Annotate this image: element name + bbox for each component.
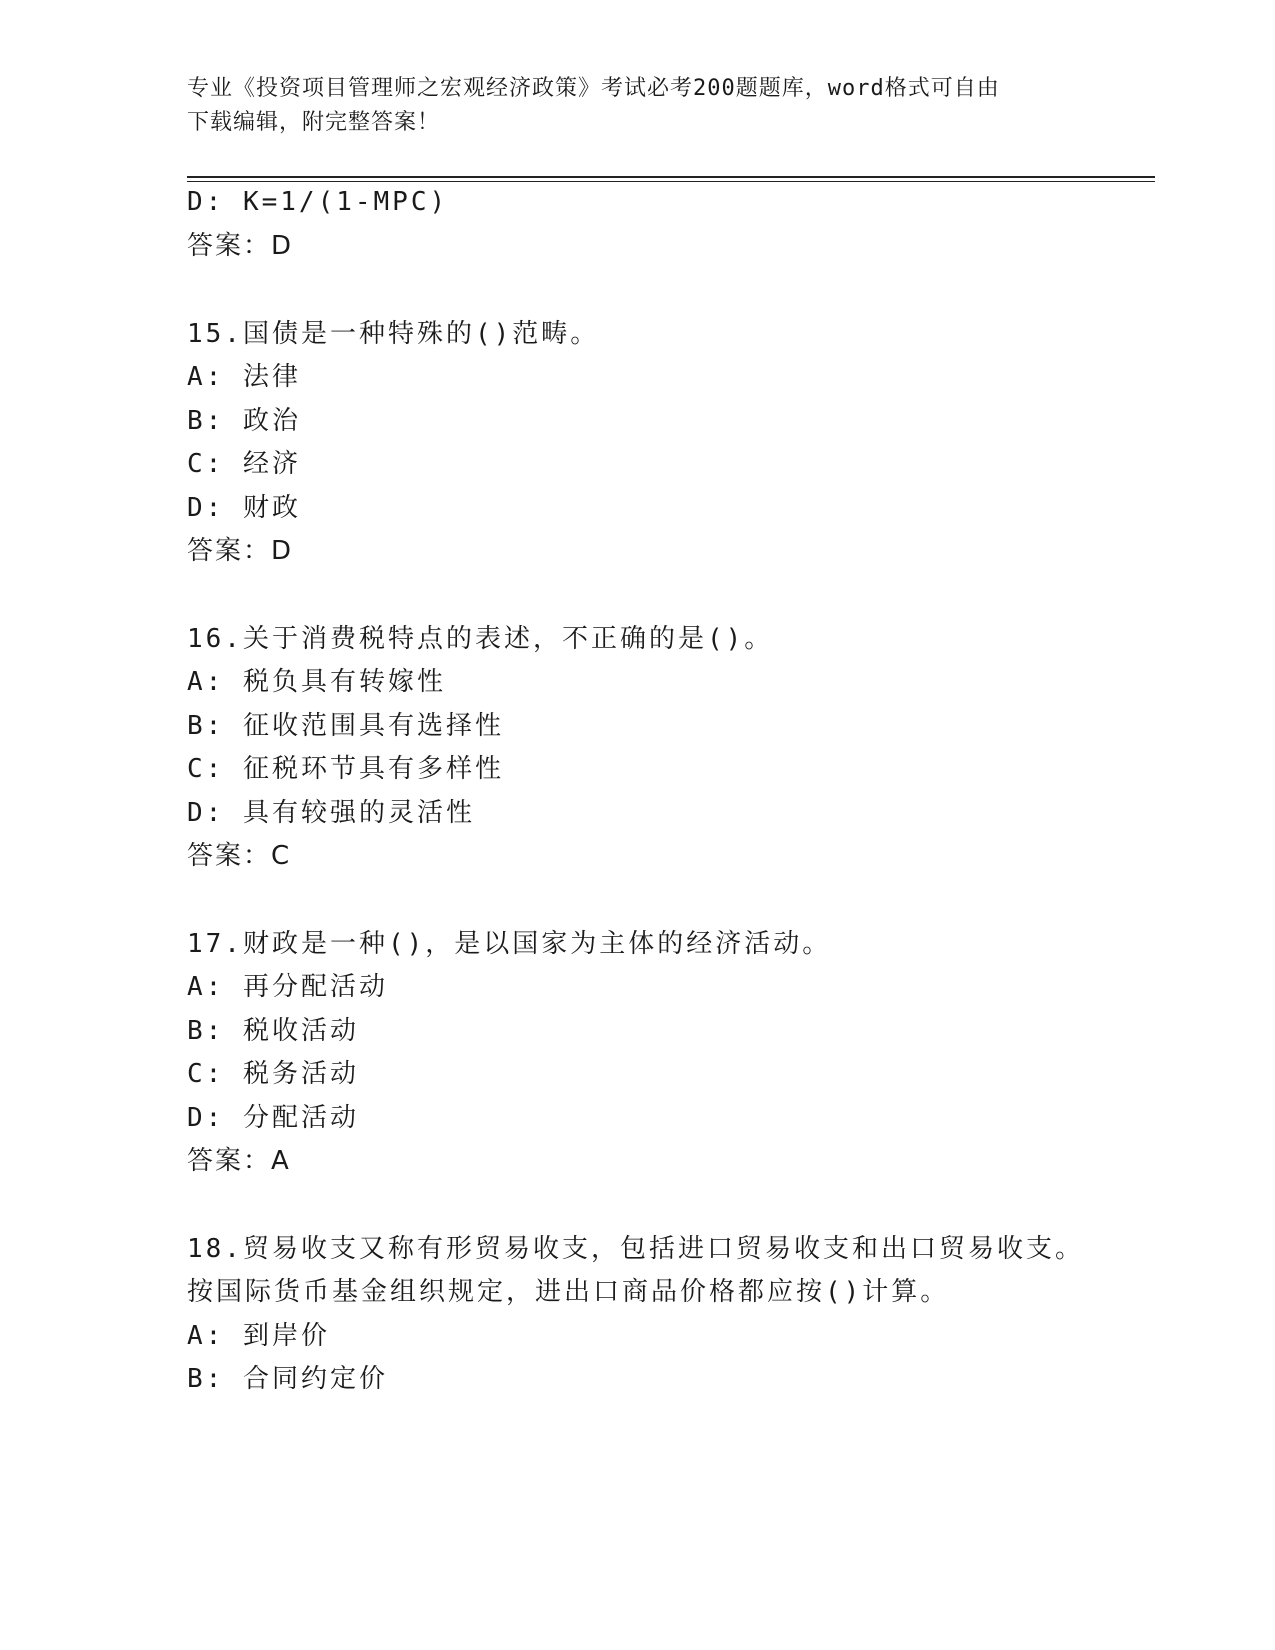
q18-stem-line-2: 按国际货币基金组织规定，进出口商品价格都应按()计算。 [187,1277,950,1307]
q15-option-a: A: 法律 [187,362,301,392]
q16-option-c: C: 征税环节具有多样性 [187,754,504,784]
q18-stem-line-1: 18.贸易收支又称有形贸易收支，包括进口贸易收支和出口贸易收支。 [187,1234,1084,1264]
q17-option-b: B: 税收活动 [187,1016,359,1046]
q15-option-d: D: 财政 [187,493,301,523]
q14-option-d: D: K=1/(1-MPC) [187,187,449,217]
header-line-2: 下载编辑，附完整答案！ [187,110,441,135]
q16-answer: 答案：C [187,841,292,871]
q17-option-a: A: 再分配活动 [187,972,388,1002]
q15-option-b: B: 政治 [187,406,301,436]
q17-option-d: D: 分配活动 [187,1103,359,1133]
q15-stem: 15.国债是一种特殊的()范畴。 [187,319,600,349]
q18-option-a: A: 到岸价 [187,1321,330,1351]
q17-stem: 17.财政是一种()，是以国家为主体的经济活动。 [187,929,832,959]
q16-option-b: B: 征收范围具有选择性 [187,711,504,741]
q17-answer: 答案：A [187,1146,291,1176]
q14-answer: 答案：D [187,231,294,261]
q16-option-a: A: 税负具有转嫁性 [187,667,446,697]
q16-option-d: D: 具有较强的灵活性 [187,798,475,828]
q17-option-c: C: 税务活动 [187,1059,359,1089]
header-divider [187,176,1155,182]
q15-answer: 答案：D [187,536,294,566]
q15-option-c: C: 经济 [187,449,301,479]
q16-stem: 16.关于消费税特点的表述，不正确的是()。 [187,624,774,654]
header-line-1: 专业《投资项目管理师之宏观经济政策》考试必考200题题库，word格式可自由 [187,76,1000,101]
document-header [187,72,1087,140]
q18-option-b: B: 合同约定价 [187,1364,388,1394]
